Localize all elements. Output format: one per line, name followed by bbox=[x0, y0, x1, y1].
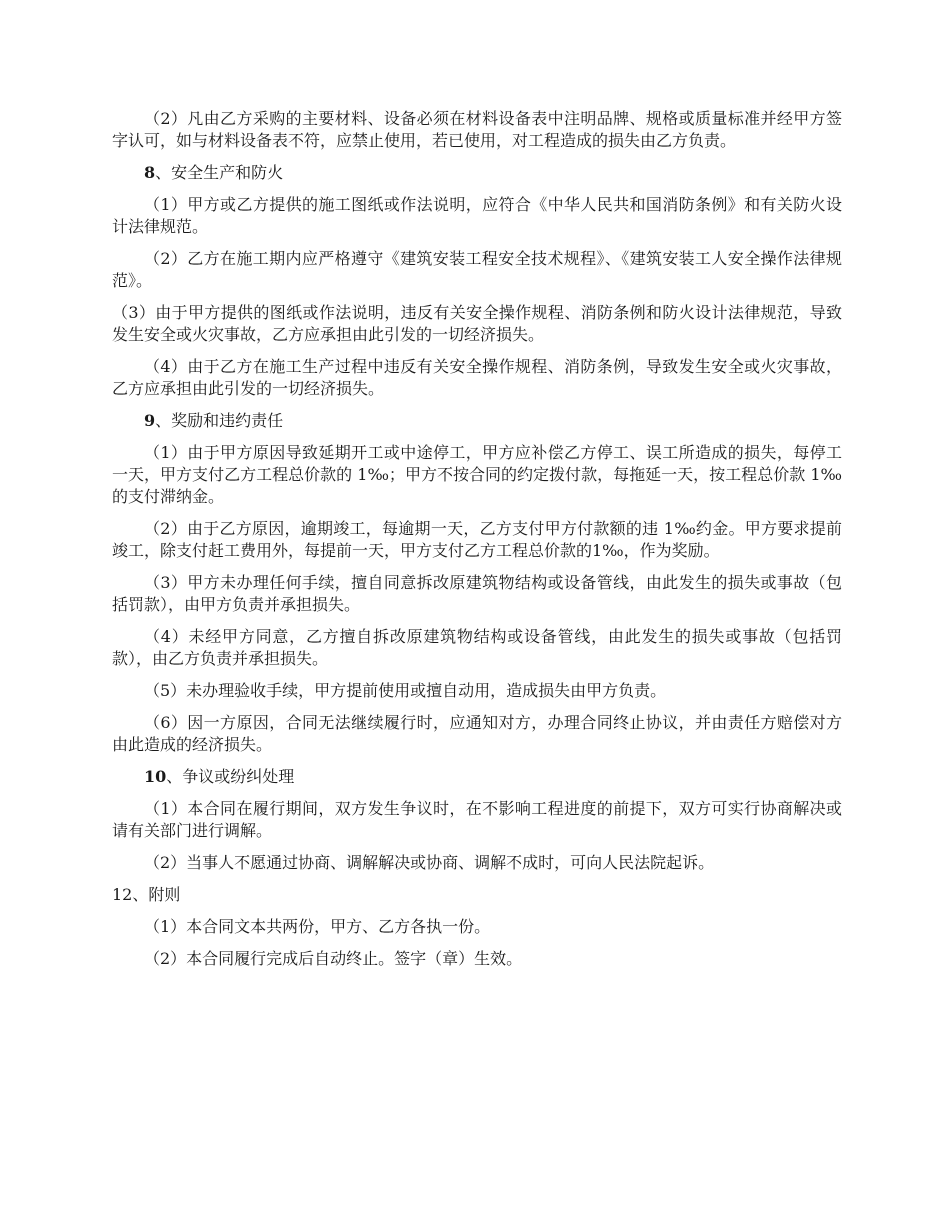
section-title: 、争议或纷纠处理 bbox=[166, 767, 295, 786]
document-body bbox=[112, 108, 842, 980]
clause-8-1: （1）甲方或乙方提供的施工图纸或作法说明，应符合《中华人民共和国消防条例》和有关防火设计法律规范。 bbox=[112, 195, 842, 236]
section-heading-12 bbox=[112, 884, 842, 906]
clause-8-4: （4）由于乙方在施工生产过程中违反有关安全操作规程、消防条例，导致发生安全或火灾事故，乙方应承担由此引发的一切经济损失。 bbox=[112, 357, 842, 398]
section-heading-9 bbox=[112, 410, 842, 432]
clause-9-1: （1）由于甲方原因导致延期开工或中途停工，甲方应补偿乙方停工、误工所造成的损失，每停工一天，甲方支付乙方工程总价款的 1‰；甲方不按合同的约定拨付款，每拖延一天，按工程总价款 1‰的支付滞纳金。 bbox=[112, 443, 842, 506]
clause-10-2: （2）当事人不愿通过协商、调解解决或协商、调解不成时，可向人民法院起诉。 bbox=[144, 853, 715, 872]
section-number: 8 bbox=[144, 163, 156, 182]
clause-10-1: （1）本合同在履行期间，双方发生争议时，在不影响工程进度的前提下，双方可实行协商解决或请有关部门进行调解。 bbox=[112, 799, 842, 840]
section-number: 9 bbox=[144, 411, 156, 430]
clause-9-5: （5）未办理验收手续，甲方提前使用或擅自动用，造成损失由甲方负责。 bbox=[144, 681, 667, 700]
clause-9-2: （2）由于乙方原因，逾期竣工，每逾期一天，乙方支付甲方付款额的违 1‰约金。甲方要求提前竣工，除支付赶工费用外，每提前一天，甲方支付乙方工程总价款的1‰，作为奖励。 bbox=[112, 519, 842, 560]
clause-9-6: （6）因一方原因，合同无法继续履行时，应通知对方，办理合同终止协议，并由责任方赔偿对方由此造成的经济损失。 bbox=[112, 713, 842, 754]
section-title: 、奖励和违约责任 bbox=[155, 411, 284, 430]
clause-7-2: （2）凡由乙方采购的主要材料、设备必须在材料设备表中注明品牌、规格或质量标准并经甲方签字认可，如与材料设备表不符，应禁止使用，若已使用，对工程造成的损失由乙方负责。 bbox=[112, 109, 842, 150]
clause-12-1: （1）本合同文本共两份，甲方、乙方各执一份。 bbox=[144, 917, 491, 936]
section-heading-10 bbox=[112, 766, 842, 788]
section-title: 、附则 bbox=[132, 885, 181, 904]
clause-8-3: （3）由于甲方提供的图纸或作法说明，违反有关安全操作规程、消防条例和防火设计法律规范，导致发生安全或火灾事故，乙方应承担由此引发的一切经济损失。 bbox=[112, 303, 842, 344]
section-title: 、安全生产和防火 bbox=[155, 163, 284, 182]
section-heading-8 bbox=[112, 162, 842, 184]
clause-9-3: （3）甲方未办理任何手续，擅自同意拆改原建筑物结构或设备管线，由此发生的损失或事故（包括罚款），由甲方负责并承担损失。 bbox=[112, 573, 842, 614]
clause-9-4: （4）未经甲方同意，乙方擅自拆改原建筑物结构或设备管线，由此发生的损失或事故（包括罚款），由乙方负责并承担损失。 bbox=[112, 627, 842, 668]
section-number: 10 bbox=[144, 767, 167, 786]
clause-12-2: （2）本合同履行完成后自动终止。签字（章）生效。 bbox=[144, 949, 523, 968]
section-number: 12 bbox=[112, 885, 133, 904]
clause-8-2: （2）乙方在施工期内应严格遵守《建筑安装工程安全技术规程》、《建筑安装工人安全操作法律规范》。 bbox=[112, 249, 842, 290]
